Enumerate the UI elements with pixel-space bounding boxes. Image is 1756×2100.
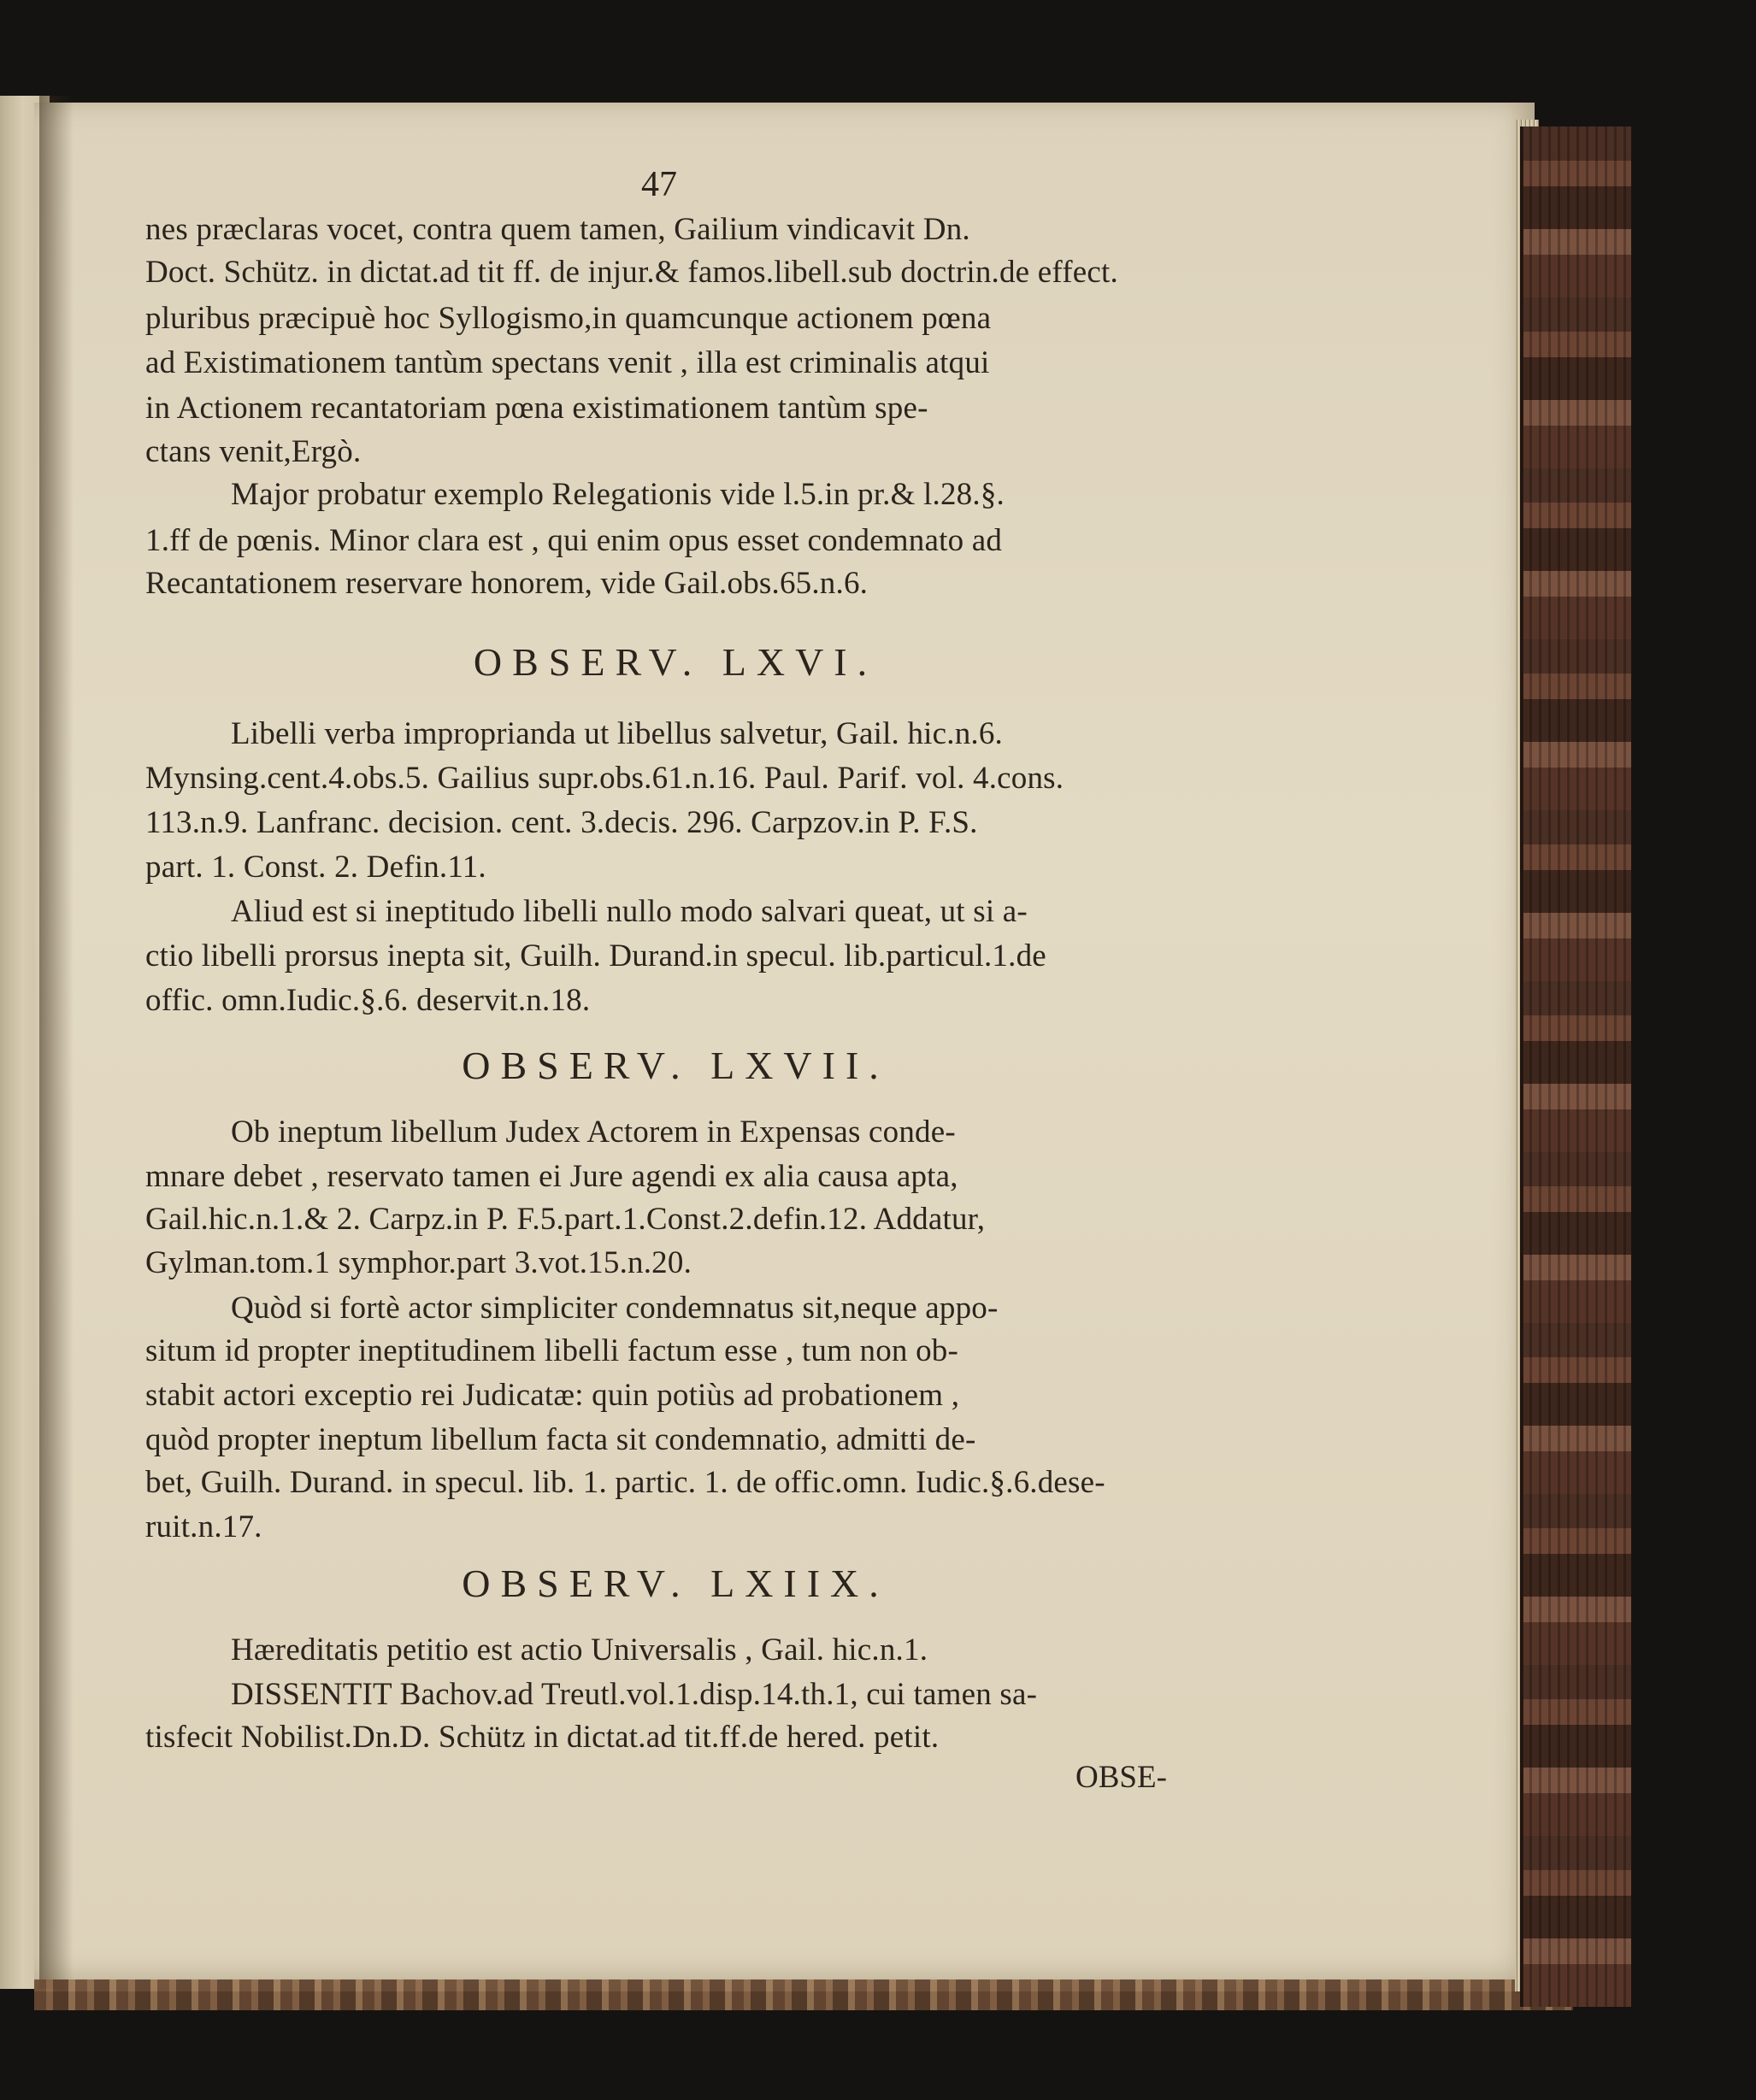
- section-heading: OBSERV. LXIIX.: [462, 1562, 889, 1605]
- text-line: Gail.hic.n.1.& 2. Carpz.in P. F.5.part.1.Const.2.defin.12. Addatur,: [145, 1202, 986, 1237]
- text-line: Aliud est si ineptitudo libelli nullo modo salvari queat, ut si a-: [231, 894, 1028, 929]
- text-line: stabit actori exceptio rei Judicatæ: quin potiùs ad probationem ,: [145, 1378, 960, 1413]
- page-number: 47: [641, 165, 677, 204]
- cover-board-texture: [1520, 126, 1628, 2007]
- text-line: Gylman.tom.1 symphor.part 3.vot.15.n.20.: [145, 1245, 692, 1280]
- text-line: ruit.n.17.: [145, 1509, 262, 1544]
- text-line: ad Existimationem tantùm spectans venit , illa est criminalis atqui: [145, 345, 990, 380]
- text-line: situm id propter ineptitudinem libelli factum esse , tum non ob-: [145, 1333, 959, 1368]
- text-line: mnare debet , reservato tamen ei Jure agendi ex alia causa apta,: [145, 1159, 958, 1194]
- text-line: nes præclaras vocet, contra quem tamen, Gailium vindicavit Dn.: [145, 212, 970, 247]
- text-line: Major probatur exemplo Relegationis vide l.5.in pr.& l.28.§.: [231, 477, 1005, 512]
- gutter-shadow: [39, 96, 74, 1989]
- text-line: offic. omn.Iudic.§.6. deservit.n.18.: [145, 983, 591, 1018]
- text-line: Mynsing.cent.4.obs.5. Gailius supr.obs.61.n.16. Paul. Parif. vol. 4.cons.: [145, 761, 1064, 796]
- text-line: Hæreditatis petitio est actio Universalis , Gail. hic.n.1.: [231, 1632, 928, 1668]
- text-line: quòd propter ineptum libellum facta sit condemnatio, admitti de-: [145, 1422, 976, 1457]
- text-line: Recantationem reservare honorem, vide Gail.obs.65.n.6.: [145, 566, 869, 601]
- text-line: ctio libelli prorsus inepta sit, Guilh. Durand.in specul. lib.particul.1.de: [145, 938, 1046, 974]
- text-line: pluribus præcipuè hoc Syllogismo,in quamcunque actionem pœna: [145, 301, 992, 336]
- text-line: 1.ff de pœnis. Minor clara est , qui enim opus esset condemnato ad: [145, 523, 1003, 558]
- section-heading: OBSERV. LXVI.: [473, 640, 878, 684]
- text-line: 113.n.9. Lanfranc. decision. cent. 3.decis. 296. Carpzov.in P. F.S.: [145, 805, 978, 840]
- text-line: bet, Guilh. Durand. in specul. lib. 1. partic. 1. de offic.omn. Iudic.§.6.dese-: [145, 1465, 1105, 1500]
- text-line: DISSENTIT Bachov.ad Treutl.vol.1.disp.14.th.1, cui tamen sa-: [231, 1677, 1038, 1712]
- text-line: Doct. Schütz. in dictat.ad tit ff. de injur.& famos.libell.sub doctrin.de effect.: [145, 255, 1118, 290]
- text-line: Quòd si fortè actor simpliciter condemnatus sit,neque appo-: [231, 1291, 999, 1326]
- catchword: OBSE-: [1075, 1760, 1167, 1795]
- text-line: Libelli verba improprianda ut libellus salvetur, Gail. hic.n.6.: [231, 716, 1004, 751]
- section-heading: OBSERV. LXVII.: [462, 1044, 889, 1087]
- text-line: in Actionem recantatoriam pœna existimationem tantùm spe-: [145, 391, 928, 426]
- text-line: ctans venit,Ergò.: [145, 434, 362, 469]
- text-line: part. 1. Const. 2. Defin.11.: [145, 850, 486, 885]
- page-bottom-edge: [34, 1979, 1573, 2010]
- text-line: tisfecit Nobilist.Dn.D. Schütz in dictat.ad tit.ff.de hered. petit.: [145, 1720, 940, 1755]
- text-line: Ob ineptum libellum Judex Actorem in Expensas conde-: [231, 1115, 956, 1150]
